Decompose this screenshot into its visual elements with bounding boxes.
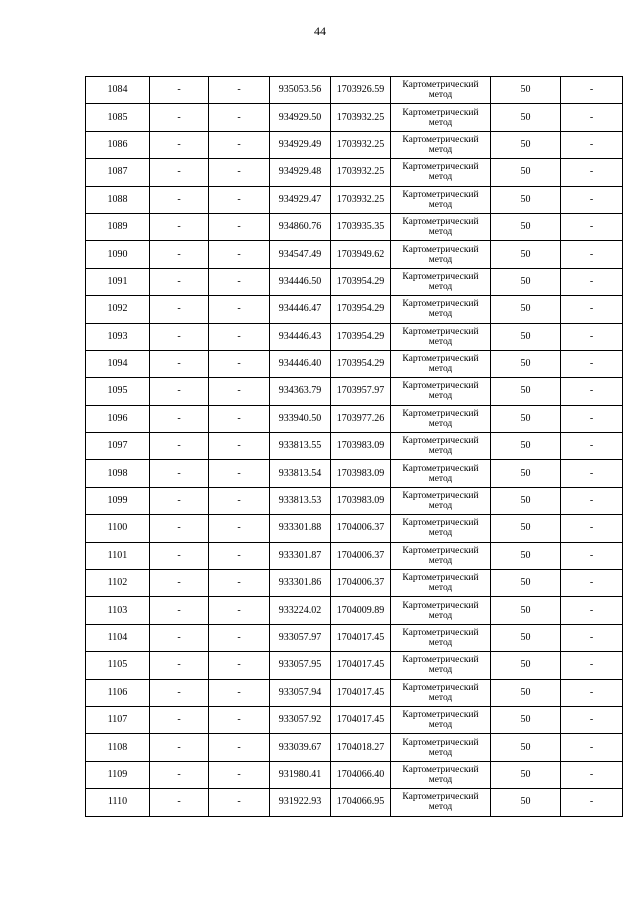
empty-cell: - xyxy=(561,652,623,679)
y-coordinate-cell: 1703954.29 xyxy=(331,350,391,377)
y-coordinate-cell: 1703977.26 xyxy=(331,405,391,432)
accuracy-cell: 50 xyxy=(491,460,561,487)
point-number-cell: 1085 xyxy=(86,104,150,131)
point-number-cell: 1091 xyxy=(86,268,150,295)
y-coordinate-cell: 1703983.09 xyxy=(331,433,391,460)
point-number-cell: 1098 xyxy=(86,460,150,487)
accuracy-cell: 50 xyxy=(491,570,561,597)
empty-cell: - xyxy=(150,405,209,432)
accuracy-cell: 50 xyxy=(491,405,561,432)
empty-cell: - xyxy=(150,652,209,679)
accuracy-cell: 50 xyxy=(491,104,561,131)
empty-cell: - xyxy=(209,597,270,624)
empty-cell: - xyxy=(561,323,623,350)
table-row xyxy=(86,706,623,733)
method-cell: Картометрический метод xyxy=(391,296,491,323)
point-number-cell: 1094 xyxy=(86,350,150,377)
accuracy-cell: 50 xyxy=(491,624,561,651)
accuracy-cell: 50 xyxy=(491,433,561,460)
x-coordinate-cell: 934446.50 xyxy=(270,268,331,295)
point-number-cell: 1105 xyxy=(86,652,150,679)
method-cell: Картометрический метод xyxy=(391,405,491,432)
y-coordinate-cell: 1704017.45 xyxy=(331,706,391,733)
method-cell: Картометрический метод xyxy=(391,241,491,268)
point-number-cell: 1106 xyxy=(86,679,150,706)
empty-cell: - xyxy=(561,131,623,158)
method-cell: Картометрический метод xyxy=(391,268,491,295)
empty-cell: - xyxy=(209,515,270,542)
accuracy-cell: 50 xyxy=(491,241,561,268)
y-coordinate-cell: 1703949.62 xyxy=(331,241,391,268)
table-body xyxy=(86,77,623,817)
y-coordinate-cell: 1703926.59 xyxy=(331,77,391,104)
x-coordinate-cell: 934446.43 xyxy=(270,323,331,350)
empty-cell: - xyxy=(561,624,623,651)
accuracy-cell: 50 xyxy=(491,323,561,350)
y-coordinate-cell: 1704018.27 xyxy=(331,734,391,761)
empty-cell: - xyxy=(561,487,623,514)
method-cell: Картометрический метод xyxy=(391,350,491,377)
coordinates-table xyxy=(85,76,623,817)
accuracy-cell: 50 xyxy=(491,296,561,323)
empty-cell: - xyxy=(561,679,623,706)
x-coordinate-cell: 933057.97 xyxy=(270,624,331,651)
point-number-cell: 1108 xyxy=(86,734,150,761)
empty-cell: - xyxy=(561,515,623,542)
x-coordinate-cell: 934446.40 xyxy=(270,350,331,377)
accuracy-cell: 50 xyxy=(491,789,561,816)
accuracy-cell: 50 xyxy=(491,542,561,569)
empty-cell: - xyxy=(209,378,270,405)
table-row xyxy=(86,433,623,460)
table-row xyxy=(86,77,623,104)
y-coordinate-cell: 1704066.40 xyxy=(331,761,391,788)
x-coordinate-cell: 934929.48 xyxy=(270,159,331,186)
accuracy-cell: 50 xyxy=(491,77,561,104)
method-cell: Картометрический метод xyxy=(391,104,491,131)
empty-cell: - xyxy=(561,460,623,487)
empty-cell: - xyxy=(209,241,270,268)
empty-cell: - xyxy=(150,706,209,733)
point-number-cell: 1101 xyxy=(86,542,150,569)
y-coordinate-cell: 1704006.37 xyxy=(331,542,391,569)
empty-cell: - xyxy=(561,296,623,323)
method-cell: Картометрический метод xyxy=(391,624,491,651)
accuracy-cell: 50 xyxy=(491,378,561,405)
table-row xyxy=(86,186,623,213)
y-coordinate-cell: 1704066.95 xyxy=(331,789,391,816)
empty-cell: - xyxy=(150,433,209,460)
table-row xyxy=(86,487,623,514)
empty-cell: - xyxy=(150,186,209,213)
empty-cell: - xyxy=(150,378,209,405)
table-row xyxy=(86,679,623,706)
method-cell: Картометрический метод xyxy=(391,542,491,569)
x-coordinate-cell: 933057.94 xyxy=(270,679,331,706)
x-coordinate-cell: 934929.49 xyxy=(270,131,331,158)
method-cell: Картометрический метод xyxy=(391,186,491,213)
empty-cell: - xyxy=(150,104,209,131)
table-row xyxy=(86,597,623,624)
table-row xyxy=(86,761,623,788)
method-cell: Картометрический метод xyxy=(391,433,491,460)
table-row xyxy=(86,241,623,268)
point-number-cell: 1107 xyxy=(86,706,150,733)
empty-cell: - xyxy=(209,186,270,213)
empty-cell: - xyxy=(561,433,623,460)
point-number-cell: 1103 xyxy=(86,597,150,624)
x-coordinate-cell: 931922.93 xyxy=(270,789,331,816)
method-cell: Картометрический метод xyxy=(391,487,491,514)
accuracy-cell: 50 xyxy=(491,515,561,542)
method-cell: Картометрический метод xyxy=(391,131,491,158)
method-cell: Картометрический метод xyxy=(391,159,491,186)
empty-cell: - xyxy=(150,213,209,240)
method-cell: Картометрический метод xyxy=(391,734,491,761)
table-row xyxy=(86,405,623,432)
point-number-cell: 1095 xyxy=(86,378,150,405)
empty-cell: - xyxy=(561,159,623,186)
empty-cell: - xyxy=(209,542,270,569)
accuracy-cell: 50 xyxy=(491,679,561,706)
x-coordinate-cell: 935053.56 xyxy=(270,77,331,104)
empty-cell: - xyxy=(209,268,270,295)
table-row xyxy=(86,213,623,240)
empty-cell: - xyxy=(209,350,270,377)
method-cell: Картометрический метод xyxy=(391,652,491,679)
empty-cell: - xyxy=(150,350,209,377)
empty-cell: - xyxy=(150,487,209,514)
empty-cell: - xyxy=(561,104,623,131)
method-cell: Картометрический метод xyxy=(391,77,491,104)
accuracy-cell: 50 xyxy=(491,213,561,240)
empty-cell: - xyxy=(150,159,209,186)
empty-cell: - xyxy=(209,706,270,733)
empty-cell: - xyxy=(150,460,209,487)
empty-cell: - xyxy=(209,433,270,460)
point-number-cell: 1093 xyxy=(86,323,150,350)
table-row xyxy=(86,159,623,186)
y-coordinate-cell: 1703954.29 xyxy=(331,296,391,323)
page-number: 44 xyxy=(314,24,326,38)
empty-cell: - xyxy=(561,734,623,761)
empty-cell: - xyxy=(209,487,270,514)
empty-cell: - xyxy=(561,268,623,295)
method-cell: Картометрический метод xyxy=(391,679,491,706)
table-row xyxy=(86,515,623,542)
empty-cell: - xyxy=(209,460,270,487)
point-number-cell: 1084 xyxy=(86,77,150,104)
table-row xyxy=(86,378,623,405)
empty-cell: - xyxy=(150,268,209,295)
point-number-cell: 1110 xyxy=(86,789,150,816)
table-row xyxy=(86,323,623,350)
table-row xyxy=(86,268,623,295)
table-row xyxy=(86,734,623,761)
empty-cell: - xyxy=(561,761,623,788)
method-cell: Картометрический метод xyxy=(391,706,491,733)
table-row xyxy=(86,652,623,679)
table-row xyxy=(86,789,623,816)
y-coordinate-cell: 1703932.25 xyxy=(331,104,391,131)
point-number-cell: 1090 xyxy=(86,241,150,268)
x-coordinate-cell: 934446.47 xyxy=(270,296,331,323)
y-coordinate-cell: 1704017.45 xyxy=(331,652,391,679)
empty-cell: - xyxy=(150,542,209,569)
empty-cell: - xyxy=(561,597,623,624)
y-coordinate-cell: 1703935.35 xyxy=(331,213,391,240)
y-coordinate-cell: 1703983.09 xyxy=(331,487,391,514)
x-coordinate-cell: 934860.76 xyxy=(270,213,331,240)
empty-cell: - xyxy=(150,789,209,816)
table-row xyxy=(86,542,623,569)
x-coordinate-cell: 933813.53 xyxy=(270,487,331,514)
x-coordinate-cell: 933301.88 xyxy=(270,515,331,542)
y-coordinate-cell: 1703983.09 xyxy=(331,460,391,487)
accuracy-cell: 50 xyxy=(491,761,561,788)
table-row xyxy=(86,104,623,131)
empty-cell: - xyxy=(209,570,270,597)
point-number-cell: 1086 xyxy=(86,131,150,158)
x-coordinate-cell: 933057.92 xyxy=(270,706,331,733)
point-number-cell: 1102 xyxy=(86,570,150,597)
empty-cell: - xyxy=(561,213,623,240)
x-coordinate-cell: 934929.47 xyxy=(270,186,331,213)
x-coordinate-cell: 933039.67 xyxy=(270,734,331,761)
point-number-cell: 1097 xyxy=(86,433,150,460)
empty-cell: - xyxy=(209,761,270,788)
x-coordinate-cell: 934547.49 xyxy=(270,241,331,268)
point-number-cell: 1104 xyxy=(86,624,150,651)
empty-cell: - xyxy=(209,652,270,679)
y-coordinate-cell: 1703932.25 xyxy=(331,186,391,213)
x-coordinate-cell: 933301.87 xyxy=(270,542,331,569)
accuracy-cell: 50 xyxy=(491,186,561,213)
method-cell: Картометрический метод xyxy=(391,570,491,597)
point-number-cell: 1092 xyxy=(86,296,150,323)
y-coordinate-cell: 1703957.97 xyxy=(331,378,391,405)
empty-cell: - xyxy=(561,789,623,816)
empty-cell: - xyxy=(150,241,209,268)
x-coordinate-cell: 931980.41 xyxy=(270,761,331,788)
method-cell: Картометрический метод xyxy=(391,515,491,542)
x-coordinate-cell: 934363.79 xyxy=(270,378,331,405)
empty-cell: - xyxy=(209,323,270,350)
y-coordinate-cell: 1704009.89 xyxy=(331,597,391,624)
table-row xyxy=(86,350,623,377)
empty-cell: - xyxy=(561,241,623,268)
x-coordinate-cell: 933224.02 xyxy=(270,597,331,624)
point-number-cell: 1100 xyxy=(86,515,150,542)
empty-cell: - xyxy=(150,515,209,542)
table-row xyxy=(86,296,623,323)
accuracy-cell: 50 xyxy=(491,350,561,377)
accuracy-cell: 50 xyxy=(491,734,561,761)
point-number-cell: 1087 xyxy=(86,159,150,186)
empty-cell: - xyxy=(150,761,209,788)
empty-cell: - xyxy=(150,734,209,761)
y-coordinate-cell: 1703954.29 xyxy=(331,268,391,295)
empty-cell: - xyxy=(209,405,270,432)
method-cell: Картометрический метод xyxy=(391,460,491,487)
accuracy-cell: 50 xyxy=(491,652,561,679)
empty-cell: - xyxy=(561,706,623,733)
empty-cell: - xyxy=(150,296,209,323)
empty-cell: - xyxy=(561,405,623,432)
empty-cell: - xyxy=(150,679,209,706)
empty-cell: - xyxy=(209,296,270,323)
table-row xyxy=(86,131,623,158)
y-coordinate-cell: 1704006.37 xyxy=(331,570,391,597)
empty-cell: - xyxy=(561,77,623,104)
x-coordinate-cell: 933813.54 xyxy=(270,460,331,487)
point-number-cell: 1089 xyxy=(86,213,150,240)
empty-cell: - xyxy=(150,570,209,597)
point-number-cell: 1099 xyxy=(86,487,150,514)
y-coordinate-cell: 1703932.25 xyxy=(331,159,391,186)
method-cell: Картометрический метод xyxy=(391,597,491,624)
empty-cell: - xyxy=(561,186,623,213)
empty-cell: - xyxy=(209,159,270,186)
accuracy-cell: 50 xyxy=(491,597,561,624)
method-cell: Картометрический метод xyxy=(391,323,491,350)
point-number-cell: 1096 xyxy=(86,405,150,432)
table-row xyxy=(86,570,623,597)
empty-cell: - xyxy=(209,213,270,240)
empty-cell: - xyxy=(209,131,270,158)
accuracy-cell: 50 xyxy=(491,487,561,514)
empty-cell: - xyxy=(561,542,623,569)
y-coordinate-cell: 1704006.37 xyxy=(331,515,391,542)
y-coordinate-cell: 1704017.45 xyxy=(331,679,391,706)
y-coordinate-cell: 1703932.25 xyxy=(331,131,391,158)
x-coordinate-cell: 934929.50 xyxy=(270,104,331,131)
empty-cell: - xyxy=(150,131,209,158)
accuracy-cell: 50 xyxy=(491,131,561,158)
empty-cell: - xyxy=(561,350,623,377)
empty-cell: - xyxy=(209,104,270,131)
empty-cell: - xyxy=(150,77,209,104)
method-cell: Картометрический метод xyxy=(391,761,491,788)
table-row xyxy=(86,460,623,487)
point-number-cell: 1109 xyxy=(86,761,150,788)
empty-cell: - xyxy=(561,378,623,405)
y-coordinate-cell: 1703954.29 xyxy=(331,323,391,350)
method-cell: Картометрический метод xyxy=(391,213,491,240)
empty-cell: - xyxy=(209,679,270,706)
y-coordinate-cell: 1704017.45 xyxy=(331,624,391,651)
empty-cell: - xyxy=(561,570,623,597)
point-number-cell: 1088 xyxy=(86,186,150,213)
accuracy-cell: 50 xyxy=(491,706,561,733)
accuracy-cell: 50 xyxy=(491,268,561,295)
empty-cell: - xyxy=(209,624,270,651)
empty-cell: - xyxy=(150,624,209,651)
empty-cell: - xyxy=(150,323,209,350)
x-coordinate-cell: 933940.50 xyxy=(270,405,331,432)
empty-cell: - xyxy=(209,77,270,104)
accuracy-cell: 50 xyxy=(491,159,561,186)
table-row xyxy=(86,624,623,651)
empty-cell: - xyxy=(150,597,209,624)
empty-cell: - xyxy=(209,734,270,761)
x-coordinate-cell: 933813.55 xyxy=(270,433,331,460)
empty-cell: - xyxy=(209,789,270,816)
x-coordinate-cell: 933301.86 xyxy=(270,570,331,597)
method-cell: Картометрический метод xyxy=(391,378,491,405)
x-coordinate-cell: 933057.95 xyxy=(270,652,331,679)
method-cell: Картометрический метод xyxy=(391,789,491,816)
